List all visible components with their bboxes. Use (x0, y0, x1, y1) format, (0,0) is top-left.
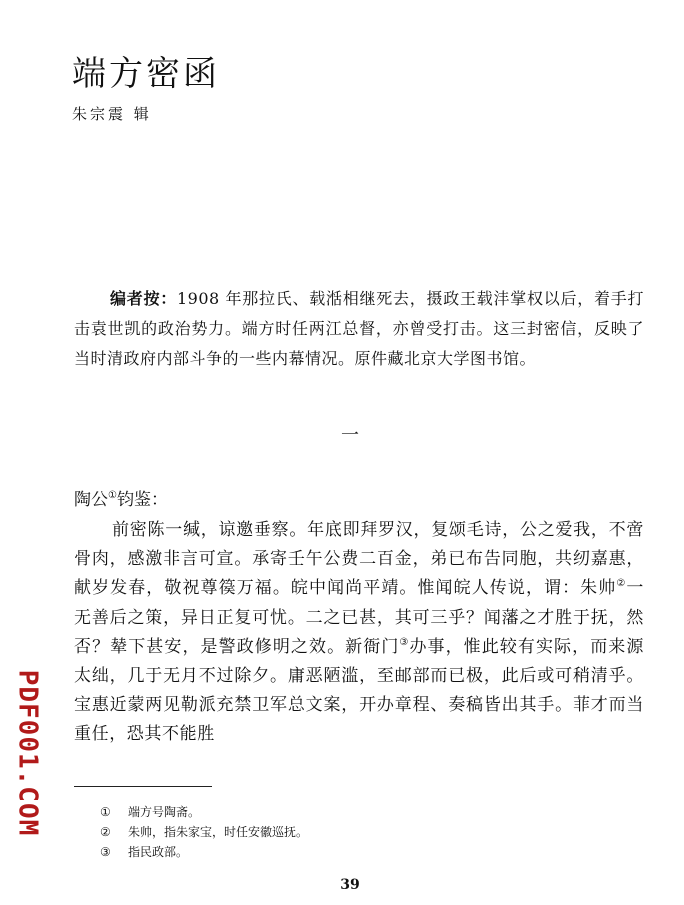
salutation-rest: 钧鉴： (116, 490, 168, 510)
watermark (7, 668, 47, 838)
article-author: 朱宗震 辑 (72, 105, 152, 123)
footnote-item (100, 842, 308, 862)
footnote-divider (74, 786, 212, 787)
editor-note-label: 编者按： (110, 289, 177, 308)
footnote-text: 朱帅，指朱家宝，时任安徽巡抚。 (128, 825, 309, 839)
watermark-text: PDF001.COM (12, 669, 43, 837)
footnote-mark: ③ (100, 845, 111, 859)
letter-body (74, 516, 644, 750)
footnotes (100, 802, 308, 862)
letter-body-part-1: 前密陈一缄，谅邀垂察。年底即拜罗汉，复颂毛诗，公之爱我，不啻骨肉，感激非言可宣。承寄壬午公费二百金，弟已布告同胞，共纫嘉惠，献岁发春，敬祝尊篌万福。皖中闻尚平靖。惟闻皖人传说，谓：朱帅 (74, 520, 644, 599)
letter-salutation (74, 487, 168, 513)
salutation-name: 陶公 (74, 490, 108, 510)
footnote-ref-2: ② (616, 578, 627, 590)
letter-body-part-3: 办事，惟此较有实际，而来源太绌，几于无月不过除夕。庸恶陋滥，至邮部而已极，此后或可稍清乎。宝惠近蒙两见勒派充禁卫军总文案，开办章程、奏稿皆出其手。菲才而当重任，恐其不能胜 (74, 636, 644, 745)
footnote-ref-1: ① (108, 490, 117, 501)
footnote-text: 端方号陶斋。 (128, 805, 201, 819)
editor-note (74, 284, 644, 374)
section-number: 一 (341, 425, 359, 446)
footnote-mark: ① (100, 805, 111, 819)
footnote-item (100, 802, 308, 822)
footnote-item (100, 822, 308, 842)
footnote-ref-3: ③ (399, 636, 410, 648)
article-title: 端方密函 (72, 54, 220, 94)
editor-note-text: 1908 年那拉氏、载湉相继死去，摄政王载沣掌权以后，着手打击袁世凯的政治势力。端方时任两江总督，亦曾受打击。这三封密信，反映了当时清政府内部斗争的一些内幕情况。原件藏北京大学图书馆。 (74, 289, 644, 368)
page-number: 39 (340, 877, 360, 893)
footnote-text: 指民政部。 (128, 845, 189, 859)
footnote-mark: ② (100, 825, 111, 839)
letter-body-part-2: 一无善后之策，异日正复可忧。二之已甚，其可三乎？闻藩之才胜于抚，然否？辇下甚安，是警政修明之效。新衙门 (74, 578, 644, 657)
